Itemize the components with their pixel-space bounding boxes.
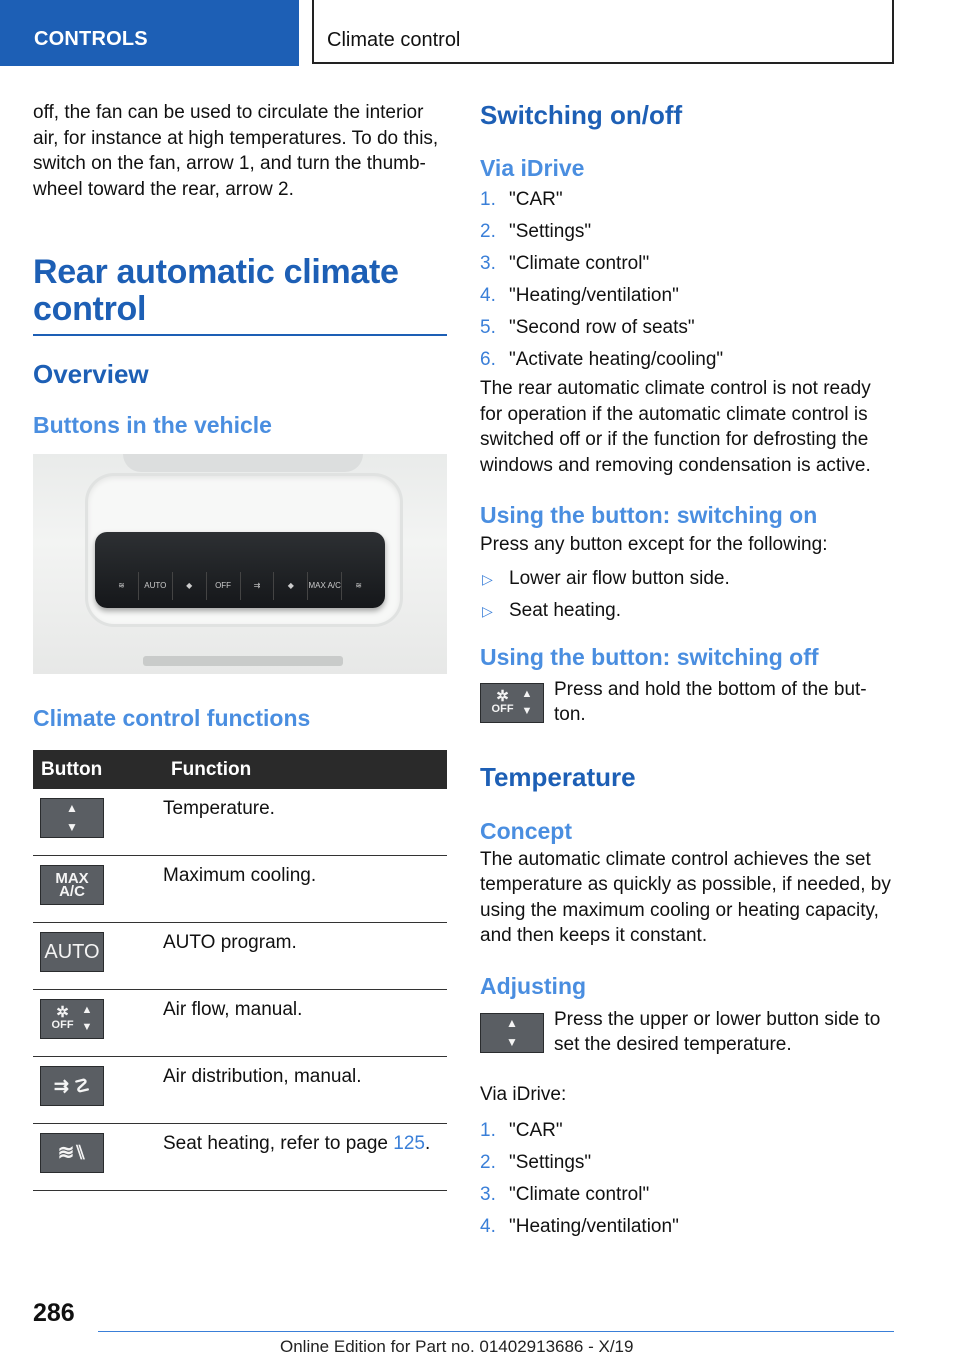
table-row — [33, 923, 447, 990]
list-item: 3. "Climate control" — [480, 253, 650, 274]
chapter-label: Climate control — [327, 29, 461, 51]
page-number: 286 — [33, 1299, 75, 1327]
list-item: 6. "Activate heating/cooling" — [480, 349, 724, 370]
photo-air-dist: ⇉ — [241, 572, 275, 600]
page-link[interactable]: 125 — [393, 1133, 425, 1154]
functions-table — [33, 750, 447, 1191]
list-item: 2. "Settings" — [480, 1152, 592, 1173]
table-row — [33, 990, 447, 1057]
storage-slot — [143, 656, 343, 666]
photo-max-ac: MAX A/C — [308, 572, 342, 600]
function-cell: Air distribution, manual. — [163, 1057, 447, 1124]
function-cell: Temperature. — [163, 789, 447, 856]
vent-slot — [123, 454, 363, 472]
seat-heating-icon: ≋⑊ — [40, 1133, 104, 1173]
overview-heading: Overview — [33, 359, 149, 389]
adjusting-text: Press the upper or lower button side to set the desired temperature. — [554, 1008, 881, 1055]
list-item: 5. "Second row of seats" — [480, 317, 695, 338]
section-title: Rear automatic climate control — [33, 253, 399, 328]
fan-off-icon: ✲ OFF ▲ ▼ — [40, 999, 104, 1039]
via-idrive-label: Via iDrive: — [480, 1083, 567, 1105]
auto-icon: AUTO — [40, 932, 104, 972]
via-idrive-heading: Via iDrive — [480, 155, 585, 181]
list-item: 1. "CAR" — [480, 189, 563, 210]
switching-heading: Switching on/off — [480, 100, 683, 130]
list-item: ▷ Lower air flow button side. — [480, 563, 895, 595]
button-on-text: Press any button except for the following: — [480, 534, 828, 555]
concept-text: The automatic climate control achieves the set temperature as quickly as possible, if needed, by using the maximum cooling or heating capacity, and then keeps it constant. — [480, 848, 891, 946]
function-cell: Seat heating, refer to page 125. — [163, 1124, 447, 1191]
list-item: ▷ Seat heating. — [480, 595, 895, 627]
exceptions-list — [480, 563, 895, 627]
temperature-heading: Temperature — [480, 761, 636, 792]
function-cell: AUTO program. — [163, 923, 447, 990]
photo-seat-heat-2: ≋ — [355, 581, 362, 590]
photo-auto: AUTO — [139, 572, 173, 600]
photo-fan: OFF — [207, 572, 241, 600]
section-title-block — [33, 254, 447, 336]
idrive-steps — [480, 184, 895, 376]
not-ready-paragraph: The rear automatic climate control is not ready for operation if the automatic climate control is switched off or if the function for defrosting the windows and removing condensation is active. — [480, 378, 871, 476]
list-item: 4. "Heating/ventilation" — [480, 1216, 679, 1237]
table-row — [33, 856, 447, 923]
adjusting-block — [480, 1007, 895, 1058]
temperature-updown-icon: ▲ ▼ — [480, 1013, 544, 1053]
list-item: 4. "Heating/ventilation" — [480, 285, 679, 306]
list-item: 2. "Settings" — [480, 221, 592, 242]
photo-temp-2: ◆ — [274, 572, 308, 600]
button-off-text: Press and hold the bottom of the but‐ton. — [554, 678, 867, 725]
panel-button-row — [105, 572, 375, 600]
triangle-bullet-icon: ▷ — [482, 602, 493, 619]
list-item: 1. "CAR" — [480, 1120, 563, 1141]
table-row — [33, 1124, 447, 1191]
triangle-bullet-icon: ▷ — [482, 570, 493, 587]
function-cell: Air flow, manual. — [163, 990, 447, 1057]
vehicle-panel-photo — [33, 454, 447, 674]
functions-heading: Climate control functions — [33, 705, 311, 731]
col-function-header: Function — [163, 750, 447, 789]
rear-climate-panel — [95, 532, 385, 608]
right-column — [480, 100, 895, 1243]
button-off-block — [480, 677, 895, 728]
max-ac-icon: MAX A/C — [40, 865, 104, 905]
section-label: CONTROLS — [34, 28, 148, 50]
col-button-header: Button — [33, 750, 163, 789]
concept-heading: Concept — [480, 817, 572, 844]
chapter-tab — [312, 0, 894, 64]
footer-rule — [98, 1331, 894, 1332]
photo-temp: ◆ — [173, 572, 207, 600]
buttons-heading: Buttons in the vehicle — [33, 412, 272, 438]
function-cell: Maximum cooling. — [163, 856, 447, 923]
adjusting-heading: Adjusting — [480, 972, 587, 999]
left-column — [33, 100, 447, 1191]
edition-text: Online Edition for Part no. 01402913686 - X/19 — [280, 1337, 634, 1356]
photo-seat-heat: ≋ — [105, 572, 139, 600]
button-on-heading: Using the button: switching on — [480, 502, 818, 528]
list-item: 3. "Climate control" — [480, 1184, 650, 1205]
button-off-heading: Using the button: switching off — [480, 643, 819, 670]
section-tab — [0, 0, 299, 66]
table-row — [33, 1057, 447, 1124]
temperature-updown-icon: ▲ ▼ — [40, 798, 104, 838]
table-header-row — [33, 750, 447, 789]
table-row — [33, 789, 447, 856]
idrive-steps-2 — [480, 1115, 895, 1243]
air-distribution-icon: ⇉ ☡ — [40, 1066, 104, 1106]
intro-paragraph: off, the fan can be used to circulate the interior air, for instance at high temperatures. To do this, switch on the fan, arrow 1, and turn the thumb‐wheel toward the rear, arrow 2. — [33, 102, 439, 200]
fan-off-icon: ✲ OFF ▲ ▼ — [480, 683, 544, 723]
